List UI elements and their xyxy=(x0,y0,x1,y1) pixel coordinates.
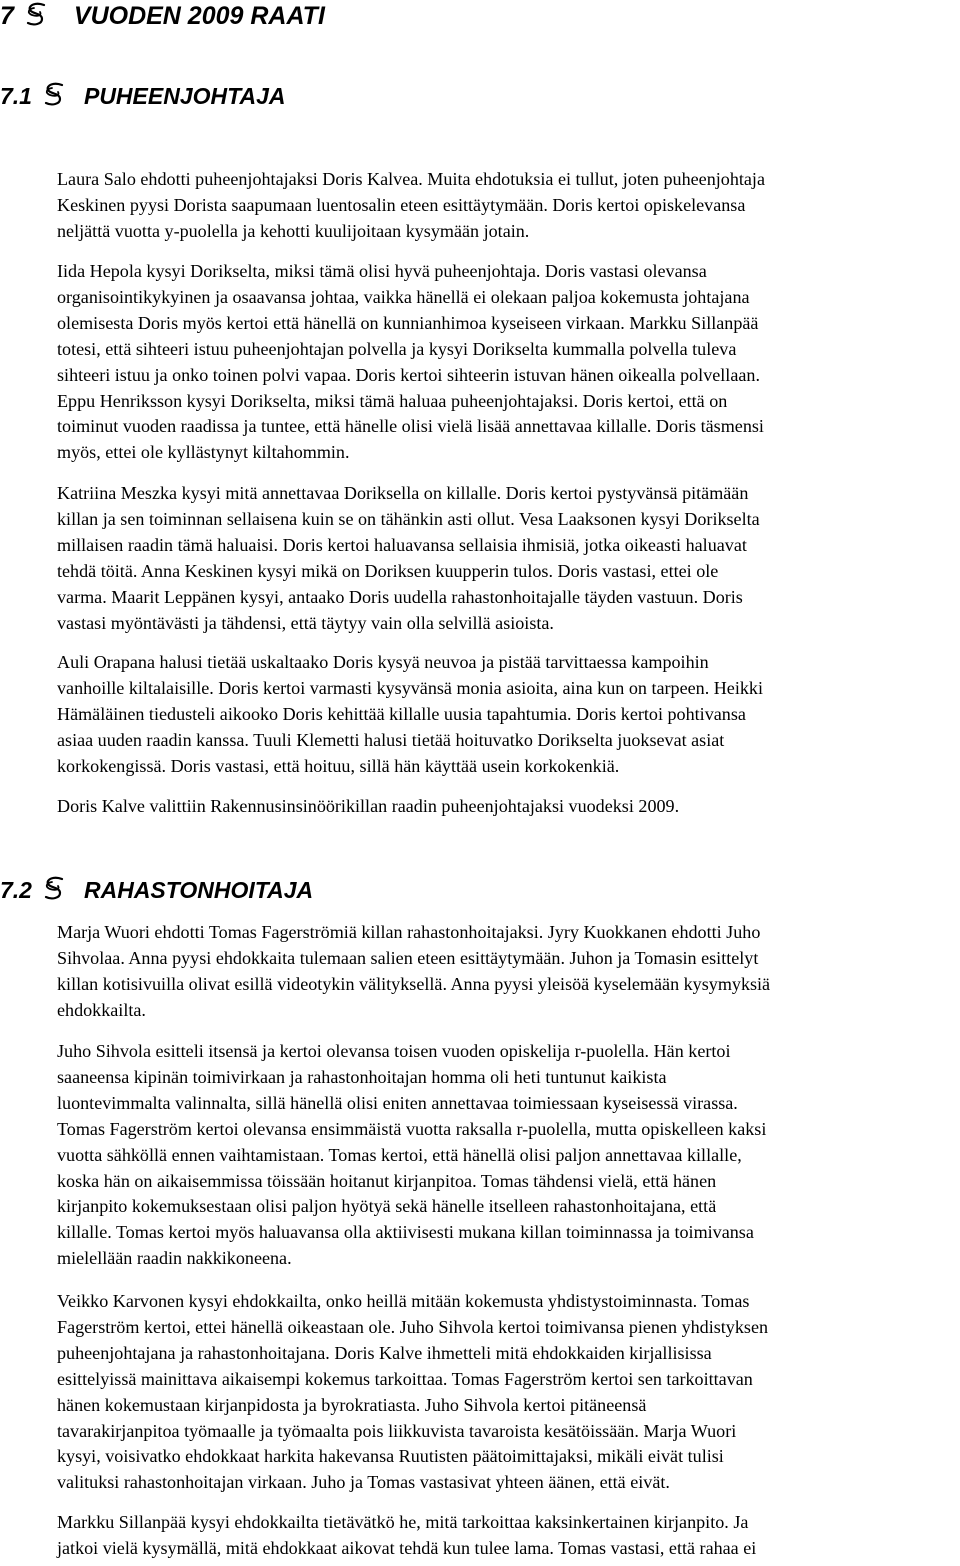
section-sign-icon xyxy=(34,876,74,902)
text-line: Auli Orapana halusi tietää uskaltaako Doris kysyä neuvoa ja pistää tarvittaessa kampoihin xyxy=(57,652,709,672)
text-line: Katriina Meszka kysyi mitä annettavaa Doriksella on killalle. Doris kertoi pystyvänsä pitämään xyxy=(57,483,749,503)
text-line: organisointikykyinen ja osaavansa johtaa, vaikka hänellä ei olekaan paljoa kokemusta johtajana xyxy=(57,286,750,307)
text-line: ehdokkailta. xyxy=(57,999,146,1020)
text-line: Eppu Henriksson kysyi Dorikselta, miksi tämä haluaa puheenjohtajaksi. Doris kertoi, että on xyxy=(57,390,728,411)
text-line: asiaa uuden raadin kanssa. Tuuli Klemetti halusi tietää hoituvatko Dorikselta juoksevat asiat xyxy=(57,729,725,750)
text-line: toiminut vuoden raadissa ja tuntee, että hänelle olisi vielä lisää annettavaa killalle. Doris täsmensi xyxy=(57,416,764,437)
main-heading xyxy=(0,0,325,32)
text-line: korkokengissä. Doris vastasi, että hoituu, sillä hän käyttää usein korkokenkiä. xyxy=(57,755,620,776)
paragraph xyxy=(57,481,957,636)
text-line: tehdä töitä. Anna Keskinen kysyi mikä on Doriksen kuupperin tulos. Doris vastasi, ettei ole xyxy=(57,560,719,581)
text-line: neljättä vuotta y-puolella ja kehotti kuulijoitaan kysymään jotain. xyxy=(57,220,530,241)
text-line: hänen kokemustaan kirjanpidosta ja byrokratiasta. Juho Sihvola kertoi pitäneensä xyxy=(57,1394,647,1415)
text-line: sihteeri istuu ja onko toinen polvi vapaa. Doris kertoi sihteerin istuvan hänen oikealla polvellaan. xyxy=(57,364,760,385)
section-72-title: RAHASTONHOITAJA xyxy=(83,877,314,903)
text-line: killalle. Tomas kertoi myös haluavansa olla aktiivisesti mukana killan toiminnassa ja toimivansa xyxy=(57,1222,754,1243)
text-line: luontevimmalta valinnalta, sillä hänellä olisi eniten annettavaa toimiessaan kyseisessä virassa. xyxy=(57,1092,738,1113)
text-line: vastasi myöntävästi ja tähdensi, että täytyy vain olla selvillä asioista. xyxy=(57,612,554,633)
text-line: Sihvolaa. Anna pyysi ehdokkaita tulemaan salien eteen esittäytymään. Juhon ja Tomasin esittelyt xyxy=(57,947,759,968)
text-line: Laura Salo ehdotti puheenjohtajaksi Doris Kalvea. Muita ehdotuksia ei tullut, joten puheenjohtaja xyxy=(57,169,765,189)
text-line: Markku Sillanpää kysyi ehdokkailta tietävätkö he, mitä tarkoittaa kaksinkertainen kirjanpito. Ja xyxy=(57,1512,749,1532)
text-line: millaisen raadin tämä haluaisi. Doris kertoi haluavansa sellaisia ihmisiä, jotka oikeasti haluavat xyxy=(57,534,747,555)
text-line: vanhoille kiltalaisille. Doris kertoi varmasti kysyvänsä monia asioita, aina kun on tarpeen. Heikki xyxy=(57,677,763,698)
paragraph xyxy=(57,1510,957,1562)
text-line: myös, ettei ole kyllästynyt kiltahommin. xyxy=(57,442,350,463)
paragraph xyxy=(57,794,957,820)
text-line: kirjanpito kokemuksestaan olisi paljon hyötyä sekä hänelle itselleen rahastonhoitajana, että xyxy=(57,1196,717,1217)
text-line: Keskinen pyysi Dorista saapumaan luentosalin eteen esittäytymään. Doris kertoi opiskelevansa xyxy=(57,194,746,215)
text-line: tavarakirjanpitoa työmaalle ja työmaalta pois liikkuvista tavaroista kesätöissään. Marja Wuori xyxy=(57,1420,737,1441)
main-heading-number: 7 xyxy=(0,2,14,30)
text-line: mielellään raadin nakkikoneena. xyxy=(57,1248,292,1269)
paragraph xyxy=(57,1289,957,1496)
paragraph xyxy=(57,920,957,1024)
text-line: saaneensa kipinän toimivirkaan ja rahastonhoitajan homma oli heti tuntunut kaikista xyxy=(57,1066,667,1087)
text-line: Juho Sihvola esitteli itsensä ja kertoi olevansa toisen vuoden opiskelija r-puolella. Hän kertoi xyxy=(57,1041,731,1061)
section-72-heading xyxy=(0,875,313,905)
text-line: Marja Wuori ehdotti Tomas Fagerströmiä killan rahastonhoitajaksi. Jyry Kuokkanen ehdotti Juho xyxy=(57,922,761,942)
section-71-title: PUHEENJOHTAJA xyxy=(83,83,286,109)
text-line: jatkoi vielä kysymällä, mitä ehdokkaat aikovat tehdä kun tulee lama. Tomas vastasi, että rahaa ei xyxy=(57,1537,757,1558)
section-72-number: 7.2 xyxy=(0,877,32,903)
text-line: Fagerström kertoi, ettei hänellä oikeastaan ole. Juho Sihvola kertoi toimivansa pienen yhdistyksen xyxy=(57,1316,769,1337)
text-line: Hämäläinen tiedusteli aikooko Doris kehittää killalle uusia tapahtumia. Doris kertoi pohtivansa xyxy=(57,703,746,724)
text-line: killan kotisivuilla olivat esillä videotykin välityksellä. Anna pyysi yleisöä kyselemään kysymyksiä xyxy=(57,973,771,994)
text-line: esittelyissä mainittava aikaisempi kokemus tarkoittaa. Tomas Fagerström kertoi sen tarkoittavan xyxy=(57,1368,753,1389)
section-sign-icon xyxy=(16,2,56,28)
section-sign-icon xyxy=(34,82,74,108)
text-line: Veikko Karvonen kysyi ehdokkailta, onko heillä mitään kokemusta yhdistystoiminnasta. Tomas xyxy=(57,1291,750,1311)
main-heading-title: VUODEN 2009 RAATI xyxy=(73,2,325,30)
text-line: varma. Maarit Leppänen kysyi, antaako Doris uudella rahastonhoitajalle täyden vastuun. Doris xyxy=(57,586,743,607)
paragraph xyxy=(57,650,957,780)
text-line: koska hän on aikaisemmissa töissään hoitanut kirjanpitoa. Tomas tähdensi vielä, että hänen xyxy=(57,1170,717,1191)
text-line: Tomas Fagerström kertoi olevansa ensimmäistä vuotta raksalla r-puolella, mutta opiskelleen kaksi xyxy=(57,1118,767,1139)
paragraph xyxy=(57,1039,957,1272)
paragraph xyxy=(57,167,957,245)
text-line: olemisesta Doris myös kertoi että hänellä on kunnianhimoa kyseiseen virkaan. Markku Sillanpää xyxy=(57,312,759,333)
text-line: Iida Hepola kysyi Dorikselta, miksi tämä olisi hyvä puheenjohtaja. Doris vastasi olevansa xyxy=(57,261,707,281)
text-line: valituksi rahastonhoitajan virkaan. Juho ja Tomas vastasivat yhteen äänen, että eivät. xyxy=(57,1472,670,1493)
text-line: puheenjohtajana ja rahastonhoitajana. Doris Kalve ihmetteli mitä ehdokkaiden kirjallisissa xyxy=(57,1342,712,1363)
text-line: kysyi, voisivatko ehdokkaat harkita hakevansa Ruutisten päätoimittajaksi, mikäli eivät tulisi xyxy=(57,1446,724,1467)
text-line: killan ja sen toiminnan sellaisena kuin se on tähänkin asti ollut. Vesa Laaksonen kysyi Dorikselta xyxy=(57,508,760,529)
section-71-heading xyxy=(0,81,285,111)
text-line: totesi, että sihteeri istuu puheenjohtajan polvella ja kysyi Dorikselta kummalla polvella tuleva xyxy=(57,338,737,359)
text-line: vuotta sähköllä ennen vaihtamistaan. Tomas kertoi, että hänellä olisi paljon annettavaa killalle, xyxy=(57,1144,742,1165)
text-line: Doris Kalve valittiin Rakennusinsinöörikillan raadin puheenjohtajaksi vuodeksi 2009. xyxy=(57,796,680,816)
section-71-number: 7.1 xyxy=(0,83,32,109)
paragraph xyxy=(57,259,957,466)
